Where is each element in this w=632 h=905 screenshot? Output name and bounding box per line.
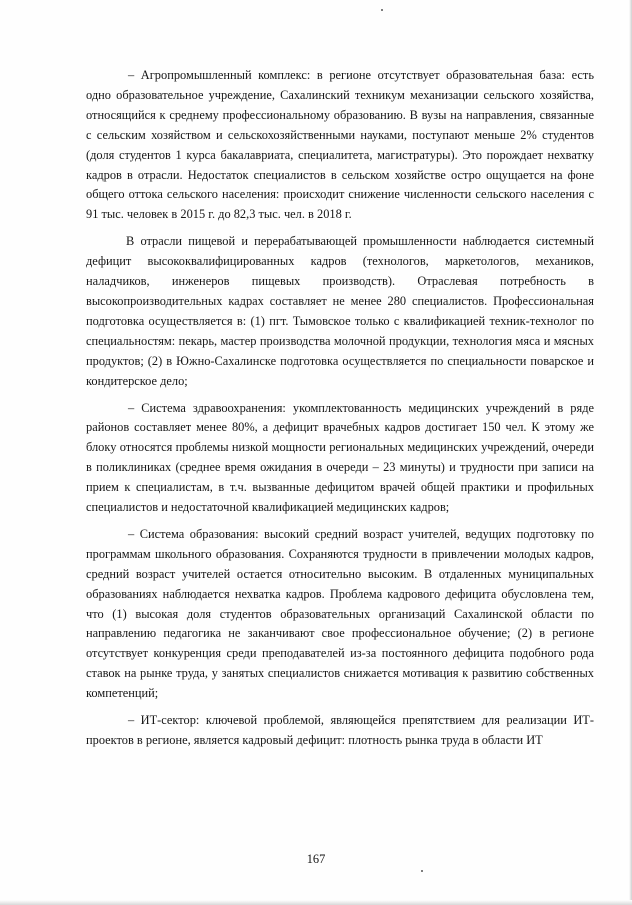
- scan-edge-bottom: [0, 900, 632, 905]
- paragraph-food-industry: В отрасли пищевой и перерабатывающей промышленности наблюдается системный дефицит высококвалифицированных кадров (технологов, маркетологов, механиков, наладчиков, инженеров пищевых производств). Отраслевая потребность в высокопроизводительных кадрах составляет не менее 280 специалистов. Профессиональная подготовка осуществляется в: (1) пгт. Тымовское только с квалификацией техник-технолог по специальностям: пекарь, мастер производства молочной продукции, технология мяса и мясных продуктов; (2) в Южно-Сахалинске подготовка осуществляется по специальности поварское и кондитерское дело;: [86, 234, 594, 388]
- paragraph-education: – Система образования: высокий средний возраст учителей, ведущих подготовку по программам школьного образования. Сохраняются трудности в привлечении молодых кадров, средний возраст учителей остается относительно высоким. В отдаленных муниципальных образованиях наблюдается нехватка кадров. Проблема кадрового дефицита обусловлена тем, что (1) высокая доля студентов образовательных организаций Сахалинской области по направлению педагогика не заканчивают свое профессиональное обучение; (2) в регионе отсутствует конкуренция среди преподавателей из-за постоянного дефицита подобного рода ставок на рынке труда, у занятых специалистов снижается мотивация к развитию собственных компетенций;: [86, 526, 594, 701]
- scan-speck: [421, 870, 423, 872]
- page-number: 167: [306, 852, 326, 866]
- paragraph-healthcare: – Система здравоохранения: укомплектованность медицинских учреждений в ряде районов составляет менее 80%, а дефицит врачебных кадров достигает 150 чел. К этому же блоку относятся проблемы низкой мощности региональных медицинских учреждений, очереди в поликлиниках (среднее время ожидания в очереди – 23 минуты) и трудности при записи на прием к специалистам, в т.ч. вызванные дефицитом врачей общей практики и профильных специалистов и недостаточной квалификацией медицинских кадров;: [86, 400, 594, 515]
- page-body: [86, 66, 594, 758]
- paragraph-it-sector: – ИТ-сектор: ключевой проблемой, являющейся препятствием для реализации ИТ-проектов в регионе, является кадровый дефицит: плотность рынка труда в области ИТ: [86, 713, 594, 747]
- scan-speck: [381, 9, 383, 11]
- paragraph-agro-complex: – Агропромышленный комплекс: в регионе отсутствует образовательная база: есть одно образовательное учреждение, Сахалинский техникум механизации сельского хозяйства, относящийся к среднему профессиональному образованию. В вузы на направления, связанные с сельским хозяйством и сельскохозяйственными науками, поступают меньше 2% студентов (доля студентов 1 курса бакалавриата, специалитета, магистратуры). Это порождает нехватку кадров в отрасли. Недостаток специалистов в сельском хозяйстве остро ощущается на фоне общего оттока сельского населения: происходит снижение численности сельского населения с 91 тыс. человек в 2015 г. до 82,3 тыс. чел. в 2018 г.: [86, 68, 594, 222]
